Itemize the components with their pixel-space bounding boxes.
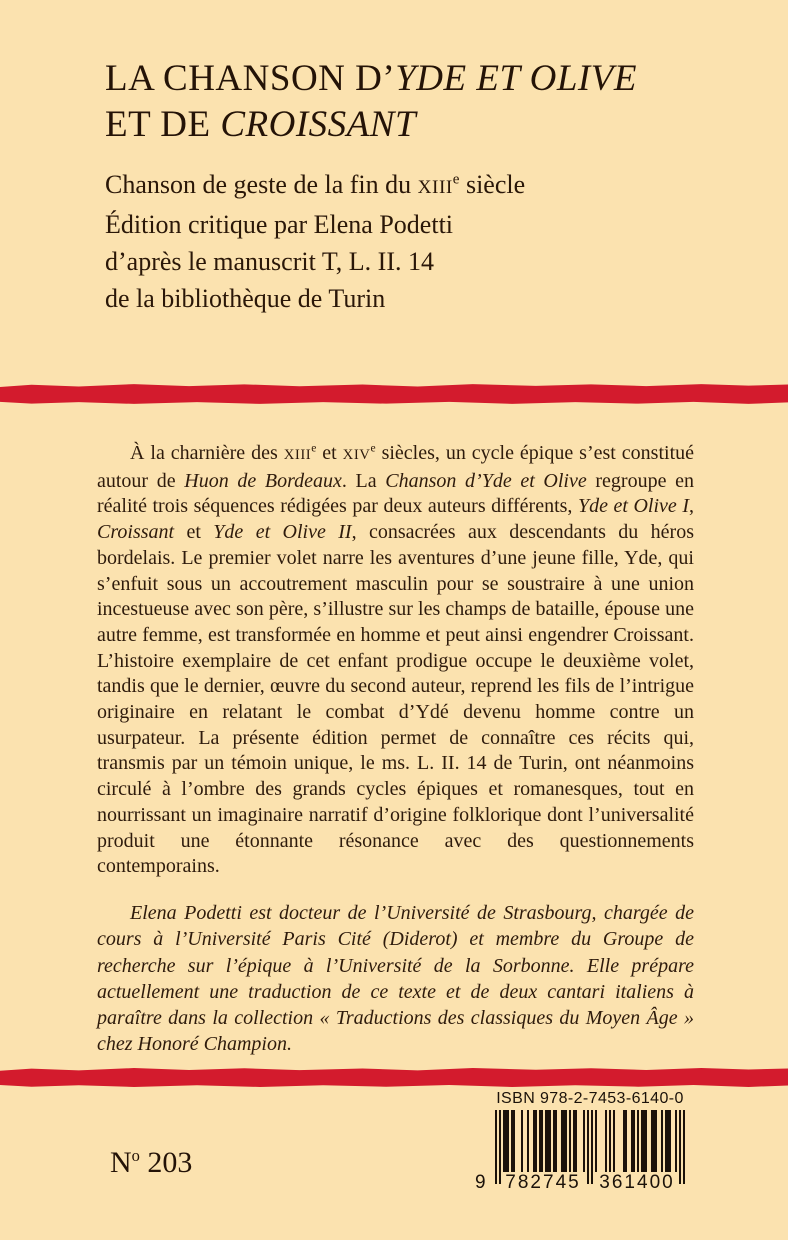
title-roman-2: ET DE	[105, 104, 221, 145]
bio-paragraph: Elena Podetti est docteur de l’Université de Strasbourg, chargée de cours à l’Université Paris Cité (Diderot) et membre du Groupe de recherche sur l’épique à l’Université de la Sorbonne. Elle prépare actuellement une traduction de ce texte et de deux cantari italiens à paraître dans la collection « Traductions des classiques du Moyen Âge » chez Honoré Champion.	[97, 902, 694, 1056]
synopsis-text: , consacrées aux descendants du héros bordelais. Le premier volet narre les aventures d’une jeune fille, Yde, qui s’enfuit sous un accoutrement masculin pour se soustraire à une union incestueuse avec son père, s’illustre sur les champs de bataille, épouse une autre femme, est transformée en homme et peut ainsi engendrer Croissant. L’histoire exemplaire de cet enfant prodigue occupe le deuxième volet, tandis que le dernier, œuvre du second auteur, reprend les fils de l’intrigue originaire en relatant le combat d’Ydé devenu homme contre un usurpateur. La présente édition permet de connaître ces récits qui, transmis par un témoin unique, le ms. L. II. 14 de Turin, ont néanmoins circulé à l’ombre des grands cycles épiques et romanesques, tout en nourrissant un imaginaire narratif d’origine folklorique dont l’universalité produit une étonnante résonance avec des questionnements contemporains.	[97, 521, 694, 878]
title-roman-1: LA CHANSON D’	[105, 58, 396, 99]
series-number	[110, 1146, 192, 1180]
title-line-2	[105, 102, 637, 148]
work-title-italic: Huon de Bordeaux	[184, 469, 342, 492]
roman-numeral-small-caps: XIV	[342, 447, 371, 463]
synopsis-paragraph	[97, 441, 694, 880]
synopsis-text: À la charnière des	[130, 442, 284, 464]
subtitle-line-1	[105, 166, 525, 206]
barcode	[475, 1110, 685, 1196]
work-title-italic: Croissant	[97, 521, 175, 544]
barcode-group-1: 782745	[505, 1172, 581, 1193]
subtitle-line-2: Édition critique par Elena Podetti	[105, 210, 454, 239]
series-prefix: N	[110, 1146, 132, 1179]
subtitle-block	[105, 166, 525, 317]
roman-numeral-small-caps: XIII	[417, 177, 453, 198]
red-stripe-top	[0, 383, 788, 405]
title-italic-2: CROISSANT	[220, 104, 417, 145]
isbn-label: ISBN 978-2-7453-6140-0	[496, 1090, 684, 1107]
page-title	[105, 56, 637, 148]
subtitle-line-3: d’après le manuscrit T, L. II. 14	[105, 247, 434, 276]
synopsis-text: regroupe en réalité trois séquences rédigées par deux auteurs différents,	[97, 469, 694, 518]
ordinal-superscript: e	[311, 441, 317, 455]
roman-numeral-small-caps: XIII	[283, 447, 312, 463]
synopsis-text: et	[174, 521, 214, 544]
synopsis-text: ,	[689, 495, 694, 518]
subtitle-text: Chanson de geste de la fin du	[105, 170, 418, 199]
subtitle-text: siècle	[459, 170, 526, 199]
work-title-italic: Yde et Olive II	[213, 521, 352, 544]
barcode-first-digit: 9	[475, 1172, 486, 1193]
ordinal-superscript: e	[370, 441, 376, 455]
synopsis-text: et	[316, 442, 343, 464]
synopsis-text: . La	[341, 469, 386, 492]
synopsis-text: siècles, un cycle épique s’est constitué autour de	[97, 442, 694, 492]
title-line-1	[105, 56, 637, 102]
subtitle-line-4: de la bibliothèque de Turin	[105, 284, 386, 313]
series-value: 203	[139, 1146, 193, 1179]
ordinal-superscript: e	[452, 171, 460, 188]
work-title-italic: Chanson d’Yde et Olive	[385, 469, 587, 492]
title-italic-1: YDE ET OLIVE	[395, 58, 637, 99]
red-stripe-bottom	[0, 1067, 788, 1088]
series-ordinal-superscript: o	[131, 1146, 140, 1165]
barcode-group-2: 361400	[599, 1172, 675, 1193]
barcode-digits	[475, 1172, 685, 1196]
work-title-italic: Yde et Olive I	[577, 495, 689, 518]
